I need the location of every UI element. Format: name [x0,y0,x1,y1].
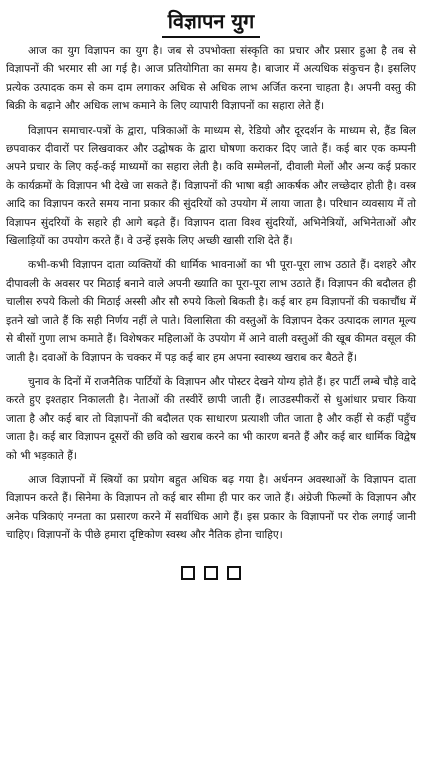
essay-body [6,42,416,545]
end-mark-square-icon [227,566,241,580]
end-mark-square-icon [181,566,195,580]
paragraph: कभी-कभी विज्ञापन दाता व्यक्तियों की धार्मिक भावनाओं का भी पूरा-पूरा लाभ उठाते हैं। दशहरे और दीपावली के अवसर पर मिठाई बनाने वाले अपनी ख्याति का पूरा-पूरा लाभ उठाते हैं। विज्ञापन की बदौलत ही चालीस रुपये किलो की मिठाई अस्सी और सौ रुपये किलो बिकती है। कई बार हम विज्ञापनों की चकाचौंध में इतने खो जाते हैं कि सही निर्णय नहीं ले पाते। विलासिता की वस्तुओं के विज्ञापन देकर उत्पादक लागत मूल्य से बीसों गुणा लाभ कमाते हैं। विशेषकर महिलाओं के उपयोग में आने वाली वस्तुओं की खूब कीमत वसूल की जाती है। दवाओं के विज्ञापन के चक्कर में पड़ कई बार हम अपना स्वास्थ्य खराब कर बैठते हैं। [6,259,416,364]
paragraph: विज्ञापन समाचार-पत्रों के द्वारा, पत्रिकाओं के माध्यम से, रेडियो और दूरदर्शन के माध्यम से, हैंड बिल छपवाकर दीवारों पर लिखवाकर और उद्घोषक के द्वारा घोषणा कराकर दिए जाते हैं। कई बार एक कम्पनी अपने प्रचार के लिए कई-कई माध्यमों का सहारा लेती है। कवि सम्मेलनों, दीवाली मेलों और अन्य कई प्रकार के कार्यक्रमों के विज्ञापन भी देखे जा सकते हैं। विज्ञापनों की भाषा बड़ी आकर्षक और लच्छेदार होती है। वस्त्र आदि का विज्ञापन करते समय नाना प्रकार की सुंदरियों को उपयोग में लाया जाता है। परिधान व्यवसाय में तो विज्ञापन सुंदरियों के सहारे ही आगे बढ़ते हैं। विज्ञापन दाता विश्व सुंदरियों, अभिनेत्रियों, अभिनेताओं और खिलाड़ियों का उपयोग करते हैं। वे उन्हें इसके लिए अच्छी खासी राशि देते हैं। [6,124,416,248]
paragraph: आज का युग विज्ञापन का युग है। जब से उपभोक्ता संस्कृति का प्रचार और प्रसार हुआ है तब से विज्ञापनों की भरमार सी आ गई है। आज प्रतियोगिता का समय है। बाजार में अत्यधिक संकुचन है। इसलिए प्रत्येक उत्पादक कम से कम दाम लगाकर अधिक से अधिक लाभ अर्जित करना चाहता है। अपनी वस्तु की बिक्री के बढ़ाने और अधिक लाभ कमाने के लिए व्यापारी विज्ञापनों का सहारा लेते हैं। [6,45,416,113]
title-row [6,6,416,38]
end-marks [6,563,416,582]
essay-title: विज्ञापन युग [162,6,261,38]
end-mark-square-icon [204,566,218,580]
paragraph: चुनाव के दिनों में राजनैतिक पार्टियों के विज्ञापन और पोस्टर देखने योग्य होते हैं। हर पार्टी लम्बे चौड़े वादे करते हुए इश्तहार निकालती है। नेताओं की तस्वीरें छापी जाती हैं। लाउडस्पीकरों से धुआंधार प्रचार किया जाता है और कई बार तो विज्ञापनों की बदौलत एक साधारण प्रत्याशी जीत जाता है और कहीं से कहीं पहुँच जाता है। कई बार विज्ञापन दूसरों की छवि को खराब करने का भी कारण बनते हैं और कई बार धार्मिक विद्वेष को भी भड़काते हैं। [6,375,416,462]
paragraph: आज विज्ञापनों में स्त्रियों का प्रयोग बहुत अधिक बढ़ गया है। अर्धनग्न अवस्थाओं के विज्ञापन दाता विज्ञापन करते हैं। सिनेमा के विज्ञापन तो कई बार सीमा ही पार कर जाते हैं। अंग्रेजी फिल्मों के विज्ञापन और अनेक पत्रिकाएं नग्नता का प्रसारण करने में सर्वाधिक आगे हैं। इस प्रकार के विज्ञापनों पर रोक लगाई जानी चाहिए। विज्ञापनों के पीछे हमारा दृष्टिकोण स्वस्थ और नैतिक होना चाहिए। [6,473,416,542]
